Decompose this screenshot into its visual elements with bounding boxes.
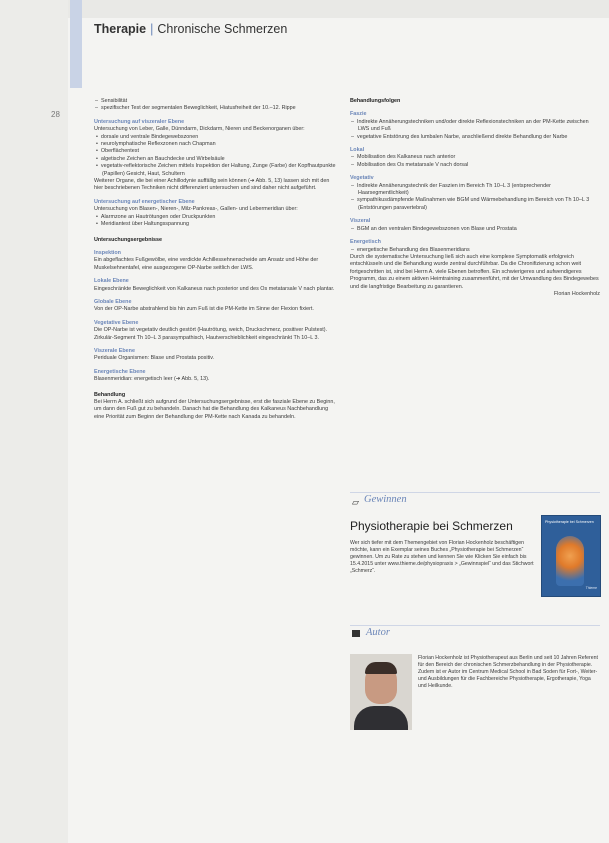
win-text: Wer sich tiefer mit dem Themengebiet von Florian Hockenholz beschäftigen möchte, kann ein Exemplar seines Buches „Physiotherapie bei Schmerzen“ gewinnen. Um zu Rate zu stehen und kennen Sie wie Klicken Sie einfach bis 15.4.2015 unter www.thieme.de/physiopraxis > „Gewinnspiel“ und das Stichwort „Schmerz“. <box>350 540 534 574</box>
author-bio: Florian Hockenholz ist Physiotherapeut aus Berlin und seit 10 Jahren Referent für den Bereich der chronischen Schmerzbehandlung in der Physiotherapie. Zudem ist er Autor im Centrum Medical School in Bad Soden für Fort-, Weiter- und Ausbildungen für die Fachbereiche Physiotherapie, Ergotherapie, Yoga und Heilkunde. <box>418 655 598 689</box>
list-item: • Oberflächentest <box>102 148 336 155</box>
list-item: • Alarmzone an Hautrötungen oder Druckpunkten <box>102 214 336 221</box>
closing-text: Durch die systematische Untersuchung ließ sich auch eine komplexe Symptomatik erfolgreich entschlüsseln und die Behandlung wurde zentral durchführbar. Da die Chronifizierung schon weit fortgeschritten ist, sind bei Herrn A. viele Ebenen betroffen. Ein schwierigeres und aufwendigeres Programm, das zu einem aktiven Heimtraining zusammenführt, mit der Umwandlung des Bindegewebes und die langfristige Bearbeitung zu garantieren. <box>350 253 599 290</box>
list-item: – Sensibilität <box>102 98 336 105</box>
gift-icon: ▱ <box>352 497 359 507</box>
results-heading: Untersuchungsergebnisse <box>94 236 162 243</box>
result-label: Vegetative Ebene <box>94 319 139 326</box>
color-band <box>70 0 82 88</box>
result-label: Lokale Ebene <box>94 278 129 285</box>
list-item: – spezifischer Test der segmentalen Beweglichkeit, Hiatusfreiheit der 10.–12. Rippe <box>102 105 336 112</box>
page-spine-shadow <box>0 0 68 843</box>
list-item: • dorsale und ventrale Bindegewebszonen <box>102 134 336 141</box>
signature: Florian Hockenholz <box>553 290 600 297</box>
list-item: • neurolymphatische Reflexzonen nach Chapman <box>102 141 336 148</box>
list-item: – Indirekte Annäherungstechnik der Faszien im Bereich Th 10–L 3 (entsprechender Haarsegmentlichkeit) <box>358 183 600 198</box>
result-label: Inspektion <box>94 249 121 256</box>
pen-icon <box>352 630 360 637</box>
plan-label: Energetisch <box>350 239 381 246</box>
plan-label: Viszeral <box>350 218 371 225</box>
list-item: • vegetativ-reflektorische Zeichen mittels Inspektion der Haltung, Zunge (Farbe) der Kopfhautpunkte (Papillen) Gesicht, Haut, Schultern <box>102 163 336 178</box>
organ-heading: Untersuchung auf viszeraler Ebene <box>94 118 185 125</box>
list-item: – Mobilisation des Kalkaneus nach anterior <box>358 154 600 161</box>
list-item: – BGM an den ventralen Bindegewebszonen von Blase und Prostata <box>358 226 600 233</box>
plan-label: Vegetativ <box>350 175 374 182</box>
list-item: – vegetative Entstörung des lumbalen Narbe, anschließend direkte Behandlung der Narbe <box>358 134 600 141</box>
result-text: Die OP-Narbe ist vegetativ deutlich gestört (Hautrötung, weich, Druckschmerz, positiver Pulstest). Zirkulär-Segment Th 10–L 3 parasympathisch, Hautverschieblichkeit eingeschränkt Th 10–L 3. <box>94 327 328 341</box>
plan-label: Lokal <box>350 147 365 154</box>
treatment-heading: Behandlung <box>94 391 126 398</box>
plan-label: Faszie <box>350 111 367 118</box>
book-figure <box>556 536 584 586</box>
list-item: – Indirekte Annäherungstechniken und/oder direkte Reflexionstechniken an der PM-Kette zwischen LWS und Fuß <box>358 119 600 134</box>
organ-text-2: Weiterer Organe, die bei einer Achillodynie auffällig sein können (➔ Abb. 5, 13) lassen sich mit den hier beschriebenen Techniken nicht differenziert untersuchen und sind daher nicht aufgeführt. <box>94 178 330 192</box>
header-title: Chronische Schmerzen <box>157 22 288 36</box>
header-section: Therapie <box>94 22 147 36</box>
treatment-plan-heading: Behandlungsfolgen <box>350 98 401 104</box>
result-label: Globale Ebene <box>94 298 132 305</box>
energy-text: Untersuchung von Blasen-, Nieren-, Milz-Pankreas-, Gallen- und Lebermeridian über: <box>94 206 298 213</box>
left-column <box>94 98 336 421</box>
result-text: Periduale Organismen: Blase und Prostata positiv. <box>94 355 215 362</box>
running-header <box>94 22 287 36</box>
plan-list <box>350 119 600 141</box>
organ-text: Untersuchung von Leber, Galle, Dünndarm, Dickdarm, Nieren und Beckenorganen über: <box>94 126 305 133</box>
right-column <box>350 98 600 298</box>
energy-list <box>94 214 336 229</box>
intro-list <box>94 98 336 113</box>
book-title: Physiotherapie bei Schmerzen <box>545 520 594 524</box>
list-item: • Meridiantest über Haltungsspannung <box>102 221 336 228</box>
result-text: Ein abgeflachtes Fußgewölbe, eine verdickte Achillessehnenscheide am Ansatz und Höhe der Muskelsehnentafel, eine ausgezogene OP-Narbe seitlich der LWS. <box>94 257 319 271</box>
list-item: • algetische Zeichen an Bauchdecke und Wirbelsäule <box>102 156 336 163</box>
result-text: Von der OP-Narbe abstrahlend bis hin zum Fuß ist die PM-Kette im Sinne der Flexion fixiert. <box>94 306 314 313</box>
page-number: 28 <box>51 110 60 119</box>
list-item: – sympathikusdämpfende Maßnahmen wie BGM und Wärmebehandlung im Bereich von Th 10–L 3 (Entstörungen paravertebral) <box>358 197 600 212</box>
plan-list <box>350 247 600 254</box>
author-label: Autor <box>366 627 390 638</box>
result-text: Eingeschränkte Beweglichkeit von Kalkaneus nach posterior und des Os metatarsale V nach plantar. <box>94 285 335 292</box>
organ-list <box>94 134 336 178</box>
treatment-text: Bei Herrn A. schließt sich aufgrund der Untersuchungsergebnisse, erst die fasziale Ebene zu Beginn, um dann den Fuß gut zu behandeln. Danach hat die Behandlung des Kalkaneus Nachbehandlung eine Priorität zum Beginn der Behandlung der PM-Kette nach Kanada zu behandeln. <box>94 399 335 420</box>
header-separator: | <box>150 22 154 36</box>
win-heading: Physiotherapie bei Schmerzen <box>350 519 513 533</box>
list-item: – Mobilisation des Os metatarsale V nach dorsal <box>358 162 600 169</box>
result-label: Viszerale Ebene <box>94 347 135 354</box>
book-publisher: Thieme <box>585 586 597 590</box>
list-item: – energetische Behandlung des Blasenmeridians <box>358 247 600 254</box>
plan-list <box>350 183 600 213</box>
result-label: Energetische Ebene <box>94 368 146 375</box>
energy-heading: Untersuchung auf energetischer Ebene <box>94 198 195 205</box>
author-photo <box>350 654 412 730</box>
top-margin <box>0 0 609 18</box>
plan-list <box>350 154 600 169</box>
win-label: Gewinnen <box>364 494 407 505</box>
book-cover-image <box>541 515 601 597</box>
result-text: Blasenmeridian: energetisch leer (➔ Abb. 5, 13). <box>94 376 210 383</box>
plan-list <box>350 226 600 233</box>
